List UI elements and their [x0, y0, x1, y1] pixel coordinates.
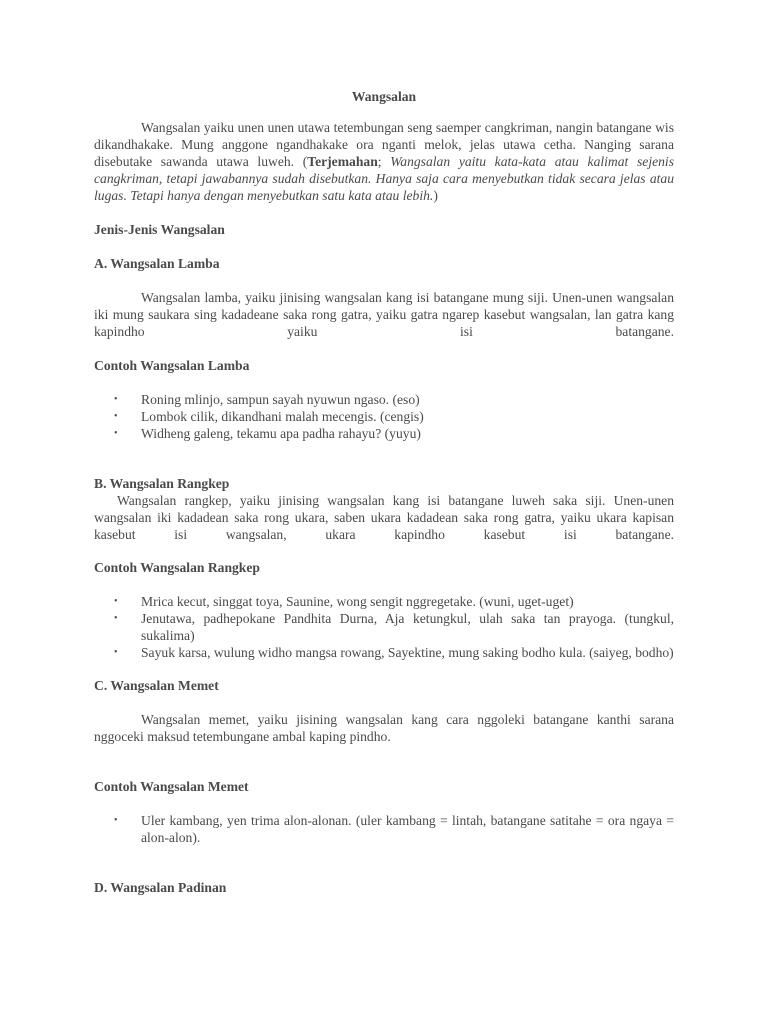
heading-section-b: B. Wangsalan Rangkep: [94, 476, 230, 491]
bullet-icon: •: [114, 596, 118, 607]
list-item-text: Lombok cilik, dikandhani malah mecengis. (cengis): [141, 409, 424, 424]
heading-section-c: C. Wangsalan Memet: [94, 678, 219, 693]
bullet-icon: •: [114, 647, 118, 658]
intro-close: ): [433, 188, 438, 203]
list-item: [94, 593, 674, 610]
document-title: Wangsalan: [351, 89, 417, 104]
list-item: [94, 610, 674, 644]
list-item: [94, 644, 674, 661]
heading-section-a: A. Wangsalan Lamba: [94, 256, 220, 271]
bullet-icon: •: [114, 815, 118, 826]
list-item-text: Sayuk karsa, wulung widho mangsa rowang, Sayektine, mung saking bodho kula. (saiyeg, bodho): [141, 645, 674, 660]
translation-label: Terjemahan: [307, 154, 378, 169]
heading-example-c: Contoh Wangsalan Memet: [94, 779, 249, 794]
list-item-text: Uler kambang, yen trima alon-alonan. (uler kambang = lintah, batangane satitahe = ora ngaya = alon-alon).: [141, 813, 674, 845]
translation-separator: ;: [377, 154, 382, 169]
heading-section-d: D. Wangsalan Padinan: [94, 880, 227, 895]
list-item: [94, 812, 674, 846]
heading-example-a: Contoh Wangsalan Lamba: [94, 358, 250, 373]
list-item: [94, 408, 674, 425]
heading-example-b: Contoh Wangsalan Rangkep: [94, 560, 260, 575]
example-list-c: [94, 812, 674, 846]
bullet-icon: •: [114, 613, 118, 624]
intro-paragraph: [94, 119, 674, 204]
list-item-text: Widheng galeng, tekamu apa padha rahayu? (yuyu): [141, 426, 421, 441]
bullet-icon: •: [114, 394, 118, 405]
paragraph-section-a: Wangsalan lamba, yaiku jinising wangsalan kang isi batangane mung siji. Unen-unen wangsalan iki mung saukara sing kadadeane saka rong gatra, yaiku gatra ngarep kasebut wangsalan, lan gatra kang kapindho yaiku isi batangane.: [94, 290, 674, 339]
list-item-text: Jenutawa, padhepokane Pandhita Durna, Aja ketungkul, ulah saka tan prayoga. (tungkul, sukalima): [141, 611, 674, 643]
intro-text: Wangsalan yaiku unen unen utawa tetembungan seng saemper cangkriman, nangin batangane wis dikandhakake. Mung anggone ngandhakake ora nganti melok, jelas utawa cetha. Nanging sarana disebutake sawanda utawa luweh. (: [94, 120, 674, 169]
list-item-text: Mrica kecut, singgat toya, Saunine, wong sengit nggregetake. (wuni, uget-uget): [141, 594, 574, 609]
bullet-icon: •: [114, 428, 118, 439]
translation-text: Wangsalan yaitu kata-kata atau kalimat sejenis cangkriman, tetapi jawabannya sudah disebutkan. Hanya saja cara menyebutkan tidak secara jelas atau lugas. Tetapi hanya dengan menyebutkan satu kata atau lebih.: [94, 154, 674, 203]
paragraph-section-c: Wangsalan memet, yaiku jisining wangsalan kang cara nggoleki batangane kanthi sarana nggoceki maksud tetembungane ambal kaping pindho.: [94, 712, 674, 744]
list-item-text: Roning mlinjo, sampun sayah nyuwun ngaso. (eso): [141, 392, 420, 407]
example-list-b: [94, 593, 674, 661]
bullet-icon: •: [114, 411, 118, 422]
heading-jenis: Jenis-Jenis Wangsalan: [94, 222, 225, 237]
list-item: [94, 391, 674, 408]
list-item: [94, 425, 674, 442]
example-list-a: [94, 391, 674, 442]
paragraph-section-b: Wangsalan rangkep, yaiku jinising wangsalan kang isi batangane luweh saka siji. Unen-unen wangsalan iki kadadean saka rong ukara, saben ukara kadadean saka rong gatra, yaiku ukara kapisan kasebut isi wangsalan, ukara kapindho kasebut isi batangane.: [94, 493, 674, 542]
